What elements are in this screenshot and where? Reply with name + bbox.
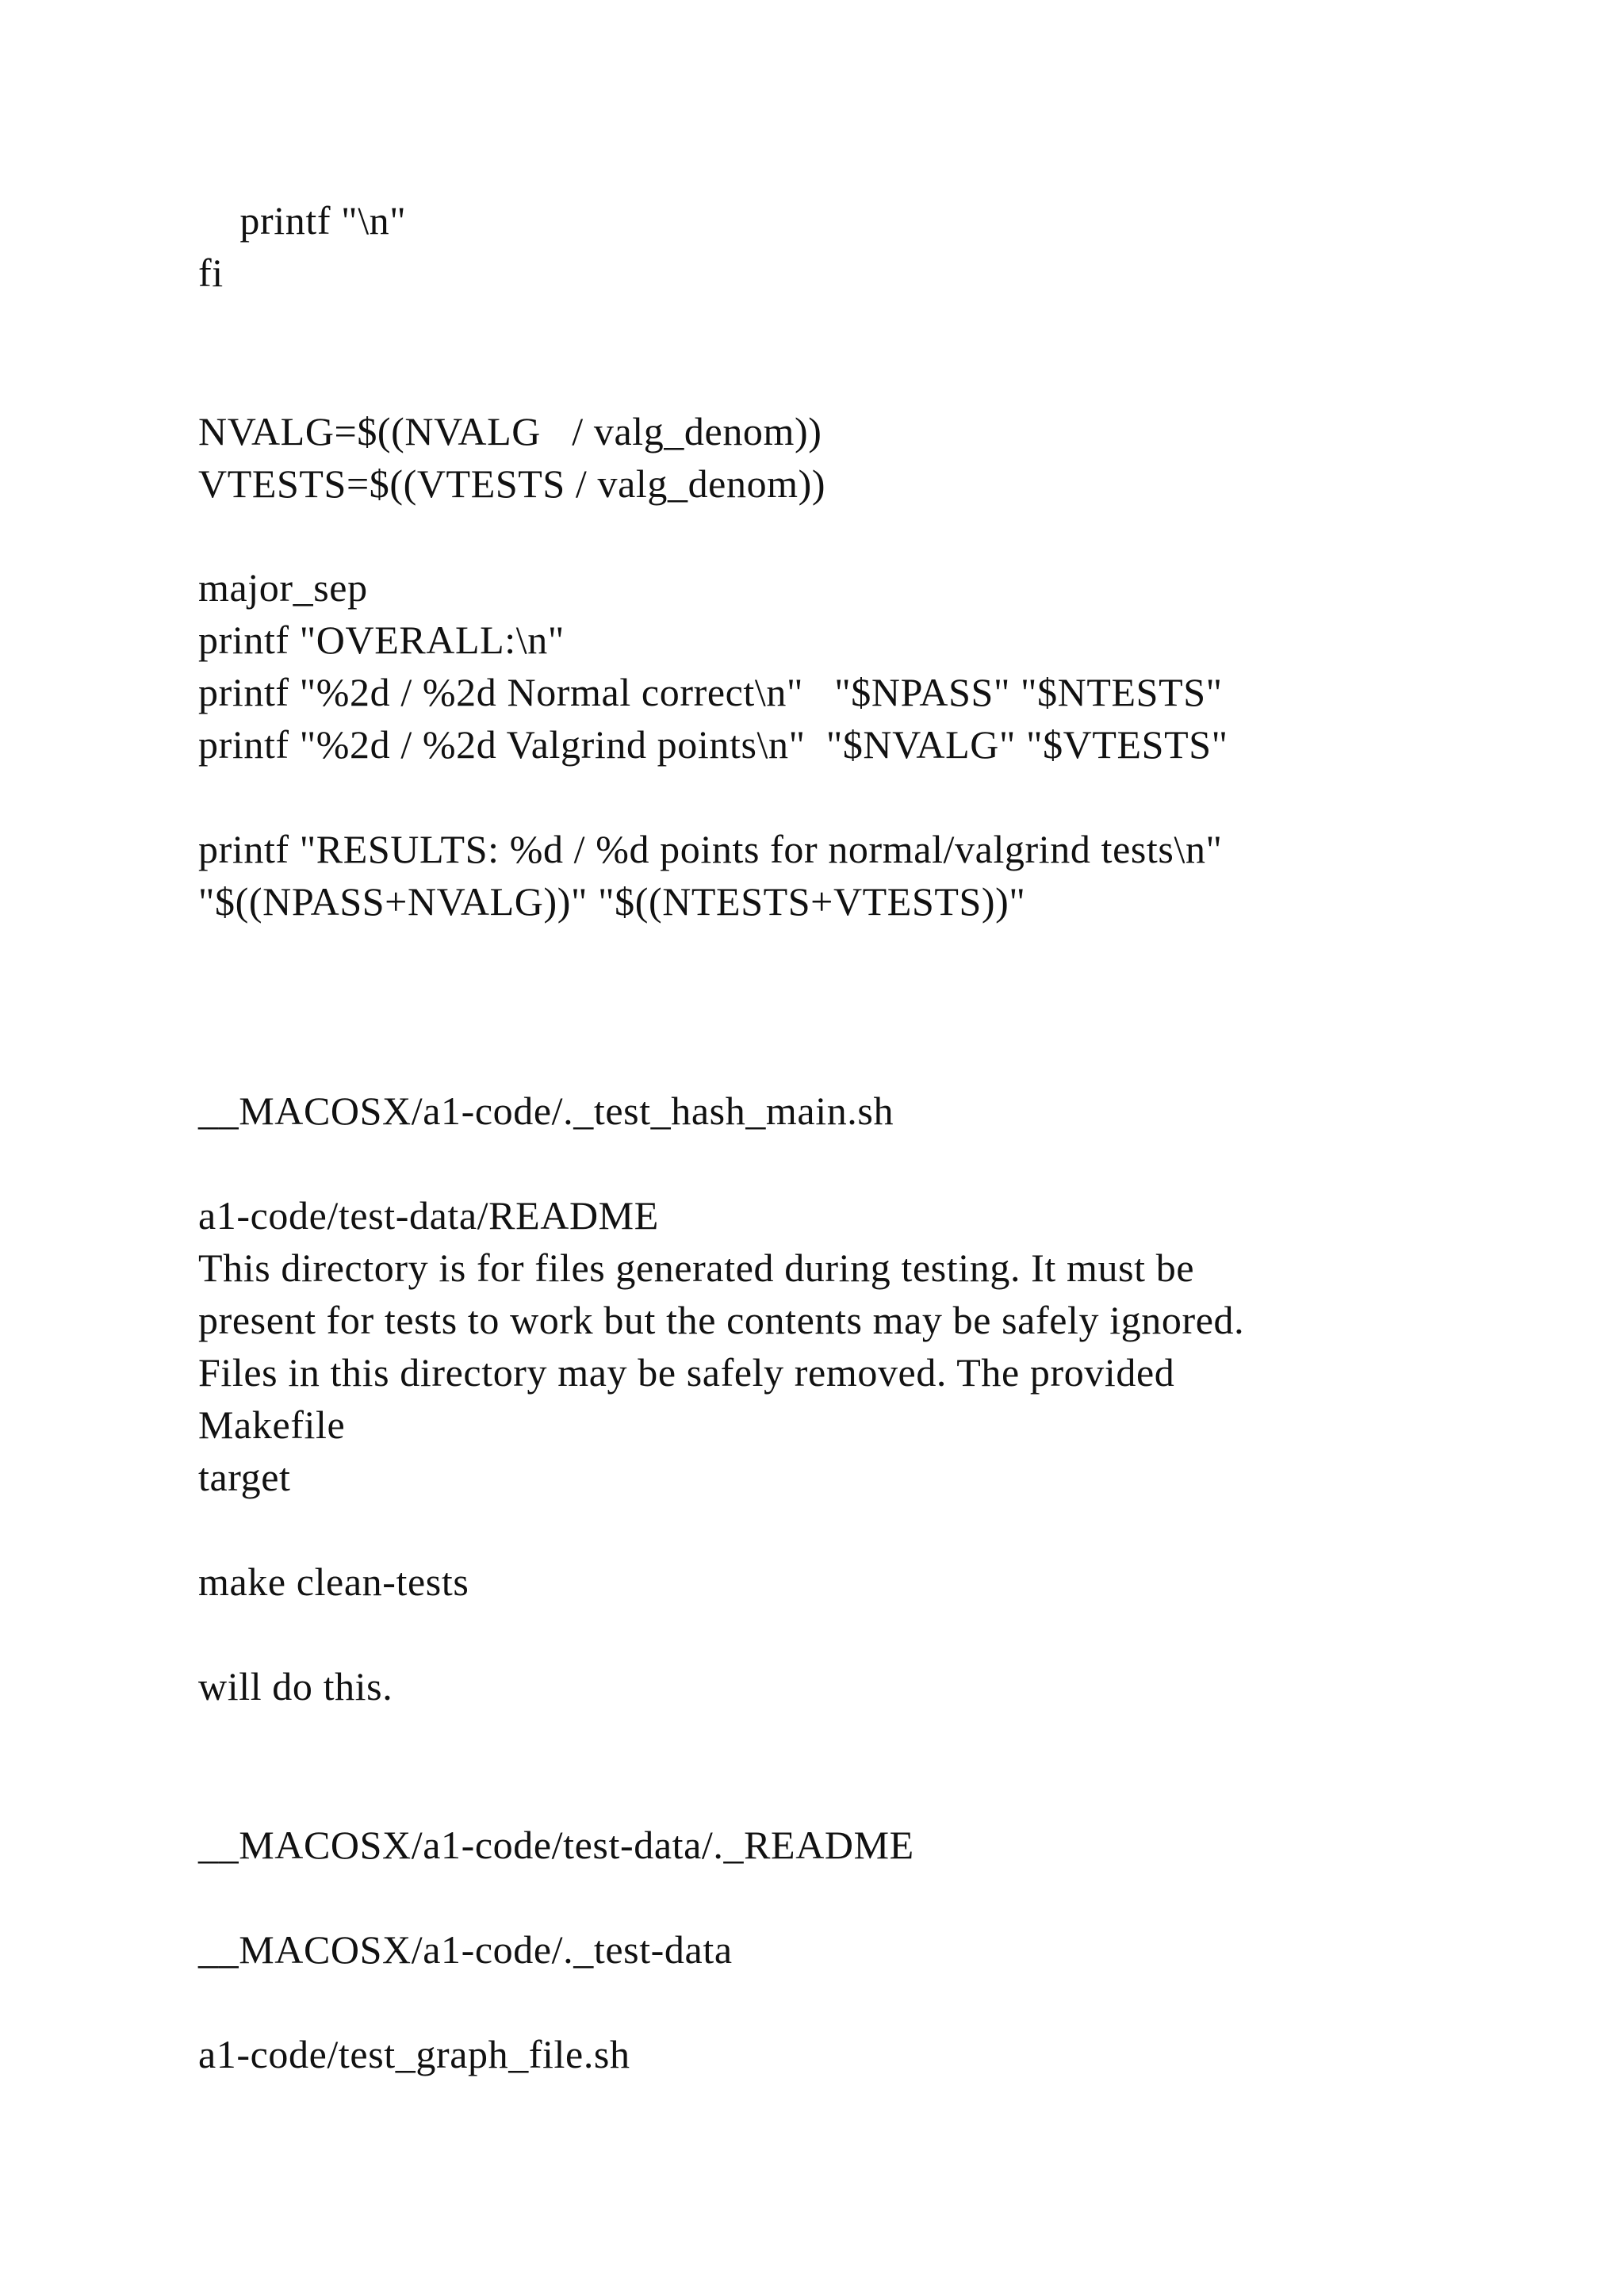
- code-line: major_sep: [198, 565, 368, 610]
- code-line: VTESTS=$((VTESTS / valg_denom)): [198, 461, 826, 506]
- code-line: printf "OVERALL:\n": [198, 618, 565, 662]
- code-line: NVALG=$((NVALG / valg_denom)): [198, 409, 822, 453]
- file-path-line: __MACOSX/a1-code/._test-data: [198, 1927, 733, 1972]
- code-line: printf "%2d / %2d Normal correct\n" "$NPASS" "$NTESTS": [198, 670, 1223, 714]
- file-path-line: a1-code/test_graph_file.sh: [198, 2032, 630, 2076]
- code-line: printf "%2d / %2d Valgrind points\n" "$NVALG" "$VTESTS": [198, 722, 1228, 767]
- text-line: This directory is for files generated during testing. It must be: [198, 1246, 1195, 1290]
- code-line: "$((NPASS+NVALG))" "$((NTESTS+VTESTS))": [198, 879, 1026, 924]
- text-line: Makefile: [198, 1402, 346, 1447]
- text-line: present for tests to work but the contents may be safely ignored.: [198, 1298, 1245, 1342]
- text-line: Files in this directory may be safely removed. The provided: [198, 1350, 1175, 1395]
- text-line: target: [198, 1455, 291, 1499]
- text-line: will do this.: [198, 1664, 393, 1709]
- file-path-line: __MACOSX/a1-code/test-data/._README: [198, 1823, 914, 1867]
- file-path-line: __MACOSX/a1-code/._test_hash_main.sh: [198, 1089, 894, 1133]
- text-line: make clean-tests: [198, 1559, 469, 1604]
- code-line: printf "RESULTS: %d / %d points for normal/valgrind tests\n": [198, 827, 1223, 871]
- code-line: printf "\n": [198, 198, 407, 243]
- code-line: fi: [198, 251, 224, 295]
- file-path-line: a1-code/test-data/README: [198, 1193, 659, 1238]
